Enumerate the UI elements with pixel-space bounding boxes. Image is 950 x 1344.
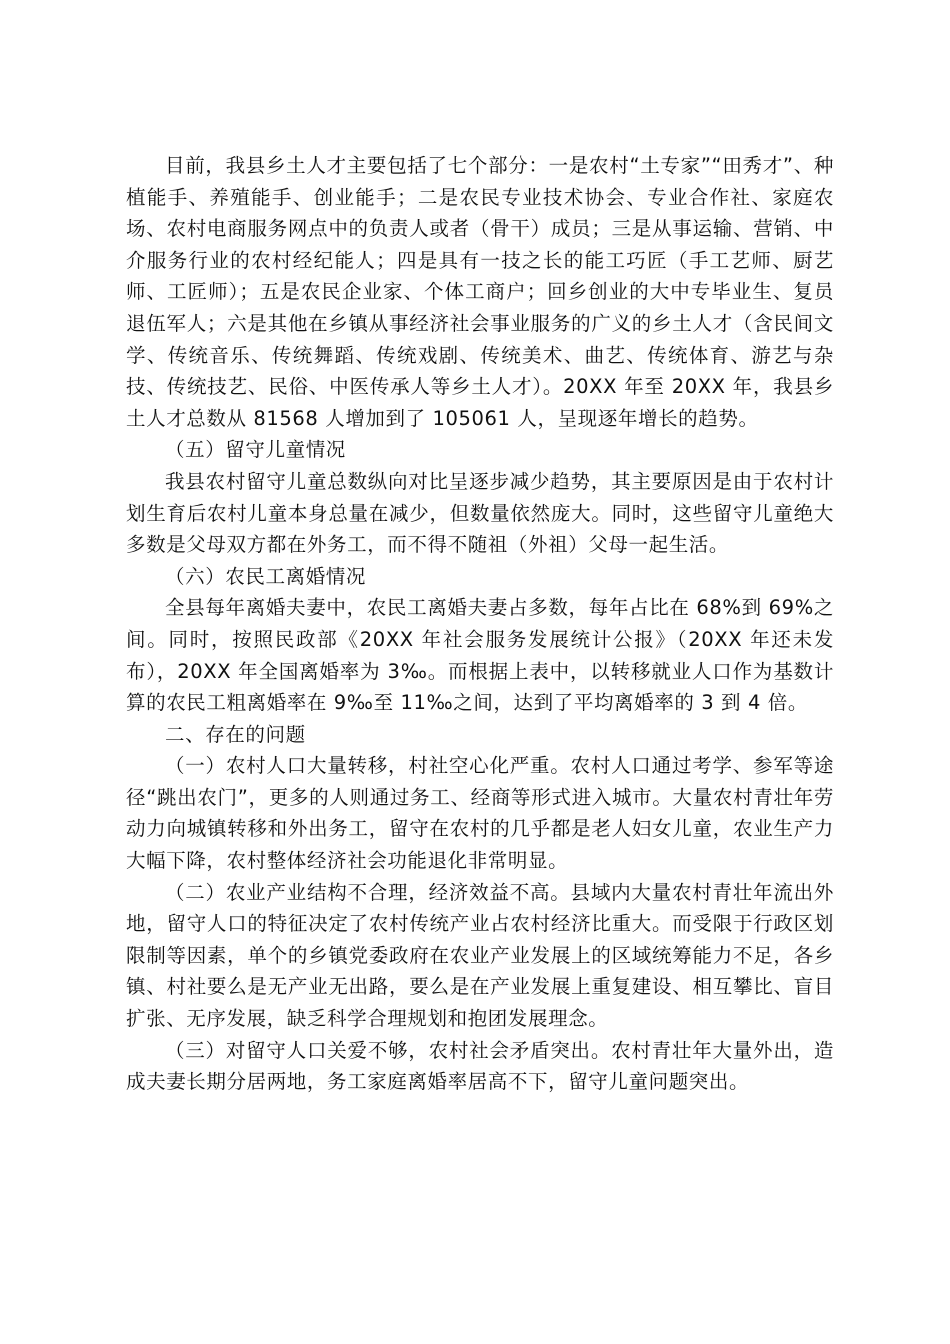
heading-migrant-divorce: （六）农民工离婚情况 <box>165 564 367 588</box>
heading-left-behind-children: （五）留守儿童情况 <box>165 438 346 462</box>
paragraph-left-behind-children: 我县农村留守儿童总数纵向对比呈逐步减少趋势，其主要原因是由于农村计划生育后农村儿童本身总量在减少，但数量依然庞大。同时，这些留守儿童绝大多数是父母双方都在外务工，而不得不随祖（外祖）父母一起生活。 <box>126 469 834 557</box>
paragraph-problem-industry-structure: （二）农业产业结构不合理，经济效益不高。县域内大量农村青壮年流出外地，留守人口的特征决定了农村传统产业占农村经济比重大。而受限于行政区划限制等因素，单个的乡镇党委政府在农业产业发展上的区域统筹能力不足，各乡镇、村社要么是无产业无出路，要么是在产业发展上重复建设、相互攀比、盲目扩张、无序发展，缺乏科学合理规划和抱团发展理念。 <box>126 880 834 1031</box>
paragraph-migrant-divorce: 全县每年离婚夫妻中，农民工离婚夫妻占多数，每年占比在 68%到 69%之间。同时，按照民政部《20XX 年社会服务发展统计公报》（20XX 年还未发布），20XX 年全国离婚率为 3‰。而根据上表中，以转移就业人口作为基数计算的农民工粗离婚率在 9‰至 11‰之间，达到了平均离婚率的 3 到 4 倍。 <box>126 596 834 715</box>
paragraph-problem-left-behind-care: （三）对留守人口关爱不够，农村社会矛盾突出。农村青壮年大量外出，造成夫妻长期分居两地，务工家庭离婚率居高不下，留守儿童问题突出。 <box>126 1038 834 1094</box>
paragraph-problem-population-transfer: （一）农村人口大量转移，村社空心化严重。农村人口通过考学、参军等途径“跳出农门”，更多的人则通过务工、经商等形式进入城市。大量农村青壮年劳动力向城镇转移和外出务工，留守在农村的几乎都是老人妇女儿童，农业生产力大幅下降，农村整体经济社会功能退化非常明显。 <box>126 754 834 873</box>
heading-existing-problems: 二、存在的问题 <box>165 722 306 746</box>
paragraph-rural-talent: 目前，我县乡土人才主要包括了七个部分：一是农村“土专家”“田秀才”、种植能手、养殖能手、创业能手；二是农民专业技术协会、专业合作社、家庭农场、农村电商服务网点中的负责人或者（骨干）成员；三是从事运输、营销、中介服务行业的农村经纪能人；四是具有一技之长的能工巧匠（手工艺师、厨艺师、工匠师）；五是农民企业家、个体工商户；回乡创业的大中专毕业生、复员退伍军人；六是其他在乡镇从事经济社会事业服务的广义的乡土人才（含民间文学、传统音乐、传统舞蹈、传统戏剧、传统美术、曲艺、传统体育、游艺与杂技、传统技艺、民俗、中医传承人等乡土人才）。20XX 年至 20XX 年，我县乡土人才总数从 81568 人增加到了 105061 人，呈现逐年增长的趋势。 <box>126 154 834 430</box>
document-page <box>126 150 834 1098</box>
